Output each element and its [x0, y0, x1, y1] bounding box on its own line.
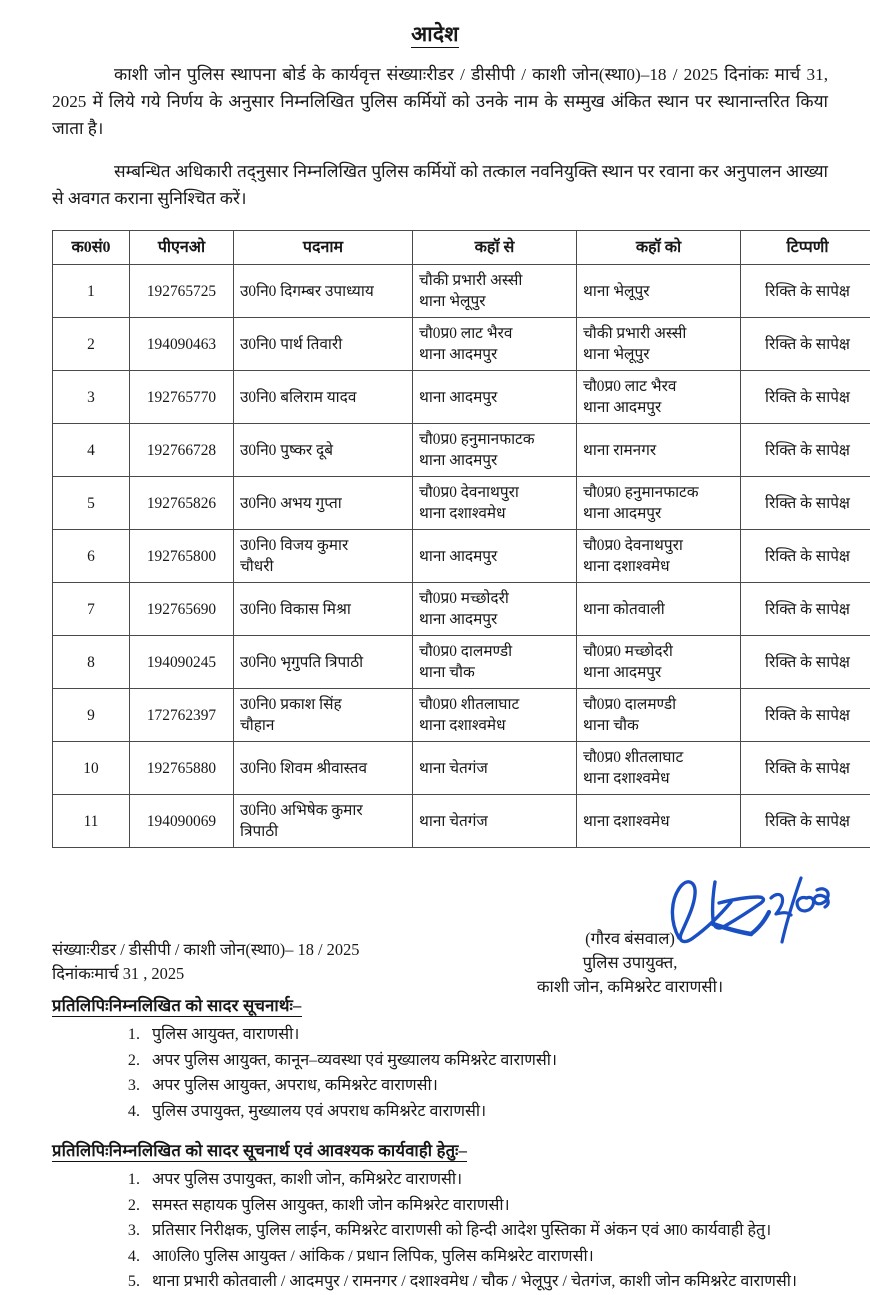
cell-line: थाना चेतगंज — [419, 758, 570, 779]
cell-line: थाना आदमपुर — [419, 609, 570, 630]
table-row — [53, 636, 870, 689]
cell-line: उ0नि0 दिगम्बर उपाध्याय — [240, 281, 406, 302]
table-row — [53, 583, 870, 636]
page-title-text: आदेश — [411, 22, 459, 48]
cell-pno: 192765725 — [130, 265, 234, 318]
cell-serial: 5 — [53, 477, 130, 530]
cell-serial: 7 — [53, 583, 130, 636]
cell-line: थाना आदमपुर — [583, 503, 734, 524]
page-title — [0, 22, 870, 47]
cell-line: चौ0प्र0 दालमण्डी — [583, 694, 734, 715]
cell-pno: 192766728 — [130, 424, 234, 477]
list-item: 2. समस्त सहायक पुलिस आयुक्त, काशी जोन कमिश्नरेट वाराणसी। — [144, 1194, 840, 1219]
reference-date: दिनांकःमार्च 31 , 2025 — [52, 962, 840, 986]
table-row — [53, 742, 870, 795]
cell-serial: 10 — [53, 742, 130, 795]
cell-line: चौ0प्र0 शीतलाघाट — [419, 694, 570, 715]
cell-designation — [234, 583, 413, 636]
table-row — [53, 424, 870, 477]
cell-serial: 11 — [53, 795, 130, 848]
list-item: 4. पुलिस उपायुक्त, मुख्यालय एवं अपराध कमिश्नरेट वाराणसी। — [144, 1100, 840, 1125]
cell-remarks: रिक्ति के सापेक्ष — [741, 636, 870, 689]
list-item: 1. पुलिस आयुक्त, वाराणसी। — [144, 1023, 840, 1048]
cell-line: चौकी प्रभारी अस्सी — [583, 323, 734, 344]
column-header-remarks: टिप्पणी — [741, 231, 870, 265]
cell-line: उ0नि0 अभिषेक कुमार — [240, 800, 406, 821]
cell-line: उ0नि0 प्रकाश सिंह — [240, 694, 406, 715]
cell-to — [577, 530, 741, 583]
cell-from — [413, 265, 577, 318]
cell-designation — [234, 742, 413, 795]
cell-to — [577, 795, 741, 848]
cell-line: चौ0प्र0 लाट भैरव — [583, 376, 734, 397]
cell-serial: 1 — [53, 265, 130, 318]
cell-serial: 3 — [53, 371, 130, 424]
cell-pno: 192765690 — [130, 583, 234, 636]
copy-heading-2: प्रतिलिपिःनिम्नलिखित को सादर सूचनार्थ एवं आवश्यक कार्यवाही हेतुः– — [52, 1138, 467, 1162]
cell-line: थाना दशाश्वमेध — [583, 768, 734, 789]
cell-designation — [234, 424, 413, 477]
cell-line: थाना आदमपुर — [419, 344, 570, 365]
cell-line: चौ0प्र0 मच्छोदरी — [583, 641, 734, 662]
cell-pno: 192765880 — [130, 742, 234, 795]
cell-from — [413, 318, 577, 371]
cell-designation — [234, 530, 413, 583]
cell-designation — [234, 636, 413, 689]
cell-pno: 192765826 — [130, 477, 234, 530]
column-header-designation: पदनाम — [234, 231, 413, 265]
cell-pno: 194090463 — [130, 318, 234, 371]
cell-remarks: रिक्ति के सापेक्ष — [741, 689, 870, 742]
cell-line: थाना आदमपुर — [419, 546, 570, 567]
cell-remarks: रिक्ति के सापेक्ष — [741, 424, 870, 477]
paragraph-2: सम्बन्धित अधिकारी तद्नुसार निम्नलिखित पुलिस कर्मियों को तत्काल नवनियुक्ति स्थान पर रवाना कर अनुपालन आख्या से अवगत कराना सुनिश्चित करें। — [52, 158, 828, 212]
cell-line: उ0नि0 भृगुपति त्रिपाठी — [240, 652, 406, 673]
cell-to — [577, 371, 741, 424]
cell-pno: 194090069 — [130, 795, 234, 848]
cell-line: चौ0प्र0 शीतलाघाट — [583, 747, 734, 768]
transfer-table-wrapper — [52, 230, 820, 848]
list-item: 3. अपर पुलिस आयुक्त, अपराध, कमिश्नरेट वाराणसी। — [144, 1074, 840, 1099]
cell-to — [577, 265, 741, 318]
column-header-from: कहॉ से — [413, 231, 577, 265]
cell-line: चौ0प्र0 हनुमानफाटक — [419, 429, 570, 450]
body-paragraphs — [52, 61, 828, 212]
cell-line: चौ0प्र0 लाट भैरव — [419, 323, 570, 344]
table-body — [53, 265, 870, 848]
cell-line: उ0नि0 पार्थ तिवारी — [240, 334, 406, 355]
table-header-row — [53, 231, 870, 265]
cell-remarks: रिक्ति के सापेक्ष — [741, 265, 870, 318]
cell-line: थाना रामनगर — [583, 440, 734, 461]
cell-line: थाना भेलूपुर — [583, 344, 734, 365]
table-row — [53, 689, 870, 742]
paragraph-1: काशी जोन पुलिस स्थापना बोर्ड के कार्यवृत्त संख्याःरीडर / डीसीपी / काशी जोन(स्था0)–18 / 2025 दिनांकः मार्च 31, 2025 में लिये गये निर्णय के अनुसार निम्नलिखित पुलिस कर्मियों को उनके नाम के सम्मुख अंकित स्थान पर स्थानान्तरित किया जाता है। — [52, 61, 828, 142]
copy-list-information — [52, 1023, 840, 1124]
cell-designation — [234, 795, 413, 848]
table-row — [53, 265, 870, 318]
column-header-pno: पीएनओ — [130, 231, 234, 265]
cell-to — [577, 318, 741, 371]
column-header-to: कहॉ को — [577, 231, 741, 265]
table-row — [53, 477, 870, 530]
cell-remarks: रिक्ति के सापेक्ष — [741, 795, 870, 848]
cell-from — [413, 636, 577, 689]
cell-line: थाना भेलूपुर — [419, 291, 570, 312]
list-item: 4. आ0लि0 पुलिस आयुक्त / आंकिक / प्रधान लिपिक, पुलिस कमिश्नरेट वाराणसी। — [144, 1245, 840, 1270]
cell-remarks: रिक्ति के सापेक्ष — [741, 530, 870, 583]
cell-designation — [234, 689, 413, 742]
cell-line: थाना दशाश्वमेध — [419, 503, 570, 524]
cell-line: त्रिपाठी — [240, 821, 406, 842]
cell-from — [413, 742, 577, 795]
copy-heading-1: प्रतिलिपिःनिम्नलिखित को सादर सूचनार्थः– — [52, 993, 302, 1017]
cell-designation — [234, 477, 413, 530]
cell-to — [577, 424, 741, 477]
cell-designation — [234, 371, 413, 424]
cell-line: उ0नि0 बलिराम यादव — [240, 387, 406, 408]
cell-remarks: रिक्ति के सापेक्ष — [741, 583, 870, 636]
cell-to — [577, 689, 741, 742]
list-item: 5. थाना प्रभारी कोतवाली / आदमपुर / रामनगर / दशाश्वमेध / चौक / भेलूपुर / चेतगंज, काशी जोन कमिश्नरेट वाराणसी। — [144, 1270, 840, 1295]
cell-from — [413, 530, 577, 583]
cell-line: थाना चौक — [419, 662, 570, 683]
cell-to — [577, 742, 741, 795]
cell-remarks: रिक्ति के सापेक्ष — [741, 477, 870, 530]
transfer-table — [52, 230, 870, 848]
cell-from — [413, 795, 577, 848]
table-row — [53, 318, 870, 371]
copy-list-action — [52, 1168, 840, 1295]
reference-number: संख्याःरीडर / डीसीपी / काशी जोन(स्था0)– 18 / 2025 — [52, 938, 840, 962]
list-item: 3. प्रतिसार निरीक्षक, पुलिस लाईन, कमिश्नरेट वाराणसी को हिन्दी आदेश पुस्तिका में अंकन एवं आ0 कार्यवाही हेतु। — [144, 1219, 840, 1244]
list-item: 2. अपर पुलिस आयुक्त, कानून–व्यवस्था एवं मुख्यालय कमिश्नरेट वाराणसी। — [144, 1049, 840, 1074]
cell-line: उ0नि0 अभय गुप्ता — [240, 493, 406, 514]
column-header-serial: क0सं0 — [53, 231, 130, 265]
cell-line: चौ0प्र0 दालमण्डी — [419, 641, 570, 662]
cell-serial: 2 — [53, 318, 130, 371]
cell-remarks: रिक्ति के सापेक्ष — [741, 371, 870, 424]
cell-serial: 6 — [53, 530, 130, 583]
cell-line: थाना आदमपुर — [583, 397, 734, 418]
cell-line: थाना दशाश्वमेध — [583, 811, 734, 832]
cell-serial: 4 — [53, 424, 130, 477]
cell-line: थाना कोतवाली — [583, 599, 734, 620]
cell-line: थाना भेलूपुर — [583, 281, 734, 302]
cell-pno: 192765770 — [130, 371, 234, 424]
cell-remarks: रिक्ति के सापेक्ष — [741, 742, 870, 795]
cell-pno: 192765800 — [130, 530, 234, 583]
table-row — [53, 795, 870, 848]
cell-from — [413, 689, 577, 742]
cell-line: उ0नि0 विजय कुमार — [240, 535, 406, 556]
cell-designation — [234, 265, 413, 318]
cell-line: उ0नि0 शिवम श्रीवास्तव — [240, 758, 406, 779]
cell-remarks: रिक्ति के सापेक्ष — [741, 318, 870, 371]
footer-block — [0, 938, 870, 1295]
table-row — [53, 371, 870, 424]
cell-line: थाना चेतगंज — [419, 811, 570, 832]
cell-line: थाना आदमपुर — [419, 450, 570, 471]
cell-serial: 8 — [53, 636, 130, 689]
table-row — [53, 530, 870, 583]
cell-line: चौ0प्र0 हनुमानफाटक — [583, 482, 734, 503]
cell-to — [577, 636, 741, 689]
cell-from — [413, 583, 577, 636]
cell-line: थाना आदमपुर — [419, 387, 570, 408]
cell-line: चौकी प्रभारी अस्सी — [419, 270, 570, 291]
cell-serial: 9 — [53, 689, 130, 742]
cell-pno: 172762397 — [130, 689, 234, 742]
cell-designation — [234, 318, 413, 371]
cell-line: चौहान — [240, 715, 406, 736]
table-header — [53, 231, 870, 265]
signatory-name: (गौरव बंसवाल) — [430, 927, 830, 951]
cell-line: थाना आदमपुर — [583, 662, 734, 683]
cell-line: चौधरी — [240, 556, 406, 577]
cell-from — [413, 371, 577, 424]
cell-line: थाना दशाश्वमेध — [419, 715, 570, 736]
cell-line: चौ0प्र0 देवनाथपुरा — [419, 482, 570, 503]
signatory-designation: पुलिस उपायुक्त, — [430, 951, 830, 975]
cell-to — [577, 583, 741, 636]
cell-from — [413, 477, 577, 530]
signatory-office: काशी जोन, कमिश्नरेट वाराणसी। — [430, 975, 830, 999]
cell-pno: 194090245 — [130, 636, 234, 689]
cell-line: उ0नि0 विकास मिश्रा — [240, 599, 406, 620]
cell-from — [413, 424, 577, 477]
cell-line: चौ0प्र0 देवनाथपुरा — [583, 535, 734, 556]
cell-line: चौ0प्र0 मच्छोदरी — [419, 588, 570, 609]
cell-line: थाना चौक — [583, 715, 734, 736]
cell-line: उ0नि0 पुष्कर दूबे — [240, 440, 406, 461]
cell-to — [577, 477, 741, 530]
list-item: 1. अपर पुलिस उपायुक्त, काशी जोन, कमिश्नरेट वाराणसी। — [144, 1168, 840, 1193]
cell-line: थाना दशाश्वमेध — [583, 556, 734, 577]
